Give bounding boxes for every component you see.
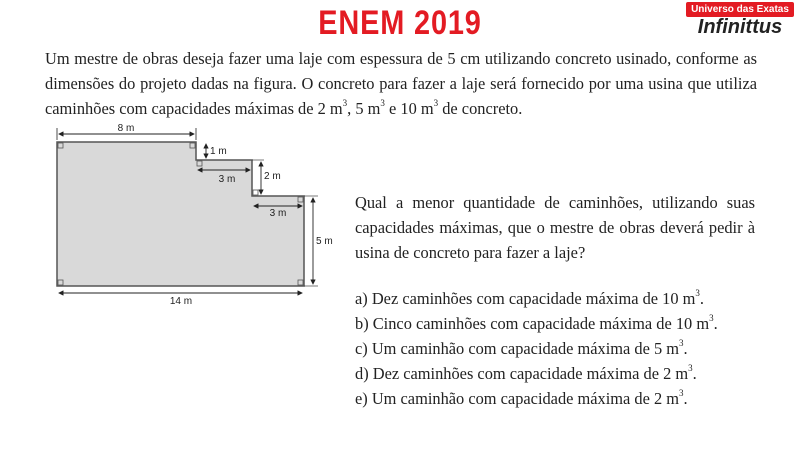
page-title: ENEM 2019: [318, 4, 482, 42]
option-c: c) Um caminhão com capacidade máxima de 5 $m^3$.: [355, 338, 688, 358]
problem-statement: [45, 46, 757, 121]
intro-text: Um mestre de obras deseja fazer uma laje com espessura de 5 cm utilizando concreto usinado, conforme as dimensões do projeto dadas na figura. O concreto para fazer a laje será fornecido por uma usina que utiliza caminhões com capacidades máximas de 2 m: [45, 49, 757, 118]
exponent: 3: [380, 98, 385, 108]
dimension-label: 1 m: [210, 146, 227, 157]
brand-logo: [686, 2, 794, 37]
dimension-label: 8 m: [117, 123, 135, 134]
dimension-label: 3 m: [269, 208, 287, 219]
dimension-label: 3 m: [218, 174, 236, 185]
option-e: e) Um caminhão com capacidade máxima de 2 $m^3$.: [355, 388, 688, 408]
logo-name: Infinittus: [697, 16, 783, 38]
dimension-label: 14 m: [169, 296, 193, 306]
dimension-label: 5 m: [316, 236, 333, 247]
logo-tagline: Universo das Exatas: [686, 2, 794, 17]
intro-sep: e 10 m: [384, 99, 434, 118]
option-d: d) Dez caminhões com capacidade máxima de 2 $m^3$.: [355, 363, 697, 383]
dimension-label: 2 m: [264, 171, 281, 182]
slab-diagram: [40, 120, 340, 306]
exponent: 3: [342, 98, 348, 108]
option-b: b) Cinco caminhões com capacidade máxima de 10 $m^3$.: [355, 313, 718, 333]
slab-shape: [57, 142, 304, 286]
question-text: Qual a menor quantidade de caminhões, utilizando suas capacidades máximas, que o mestre de obras deverá pedir à usina de concreto para fazer a laje?: [355, 193, 755, 262]
intro-end: de concreto.: [438, 99, 523, 118]
answer-options: [355, 286, 775, 411]
exponent: 3: [433, 98, 439, 108]
right-angle-mark: [253, 190, 258, 195]
option-a: a) Dez caminhões com capacidade máxima de 10 $m^3$.: [355, 288, 705, 308]
slab-figure: [40, 120, 340, 306]
intro-sep: , 5 m: [347, 99, 381, 118]
